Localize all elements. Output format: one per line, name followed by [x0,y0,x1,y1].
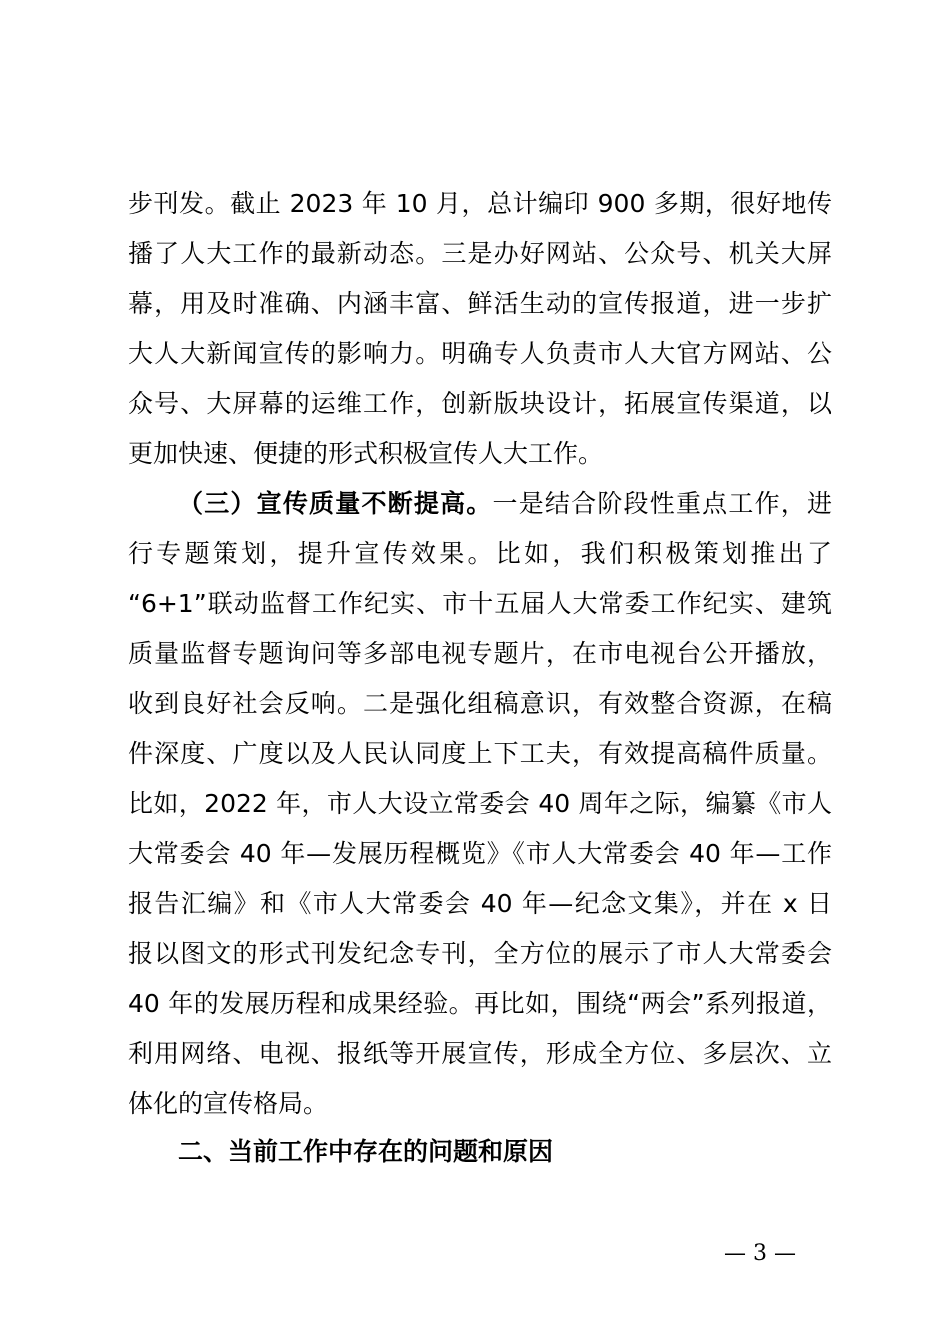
paragraph-line: 更加快速、便捷的形式积极宣传人大工作。 [128,439,604,468]
paragraph-line: 比如，2022 年，市人大设立常委会 40 周年之际，编纂《市人 [128,789,832,818]
paragraph-line: 众号、大屏幕的运维工作，创新版块设计，拓展宣传渠道，以 [128,389,832,418]
paragraph-line: 大人大新闻宣传的影响力。明确专人负责市人大官方网站、公 [128,339,832,368]
section-three-first-line [178,484,832,524]
paragraph-line: 收到良好社会反响。二是强化组稿意识，有效整合资源，在稿 [128,689,832,718]
paragraph-line: 件深度、广度以及人民认同度上下工夫，有效提高稿件质量。 [128,739,832,768]
paragraph-line: 报以图文的形式刊发纪念专刊，全方位的展示了市人大常委会 [128,939,832,968]
section-two-heading: 二、当前工作中存在的问题和原因 [178,1137,554,1166]
paragraph-line: 大常委会 40 年—发展历程概览》《市人大常委会 40 年—工作 [128,839,832,868]
paragraph-line: 行专题策划，提升宣传效果。比如，我们积极策划推出了 [128,539,832,568]
paragraph-line: 40 年的发展历程和成果经验。再比如，围绕“两会”系列报道， [128,989,832,1018]
paragraph-line: 幕，用及时准确、内涵丰富、鲜活生动的宣传报道，进一步扩 [128,289,832,318]
section-three-heading: （三）宣传质量不断提高。 [178,489,493,518]
paragraph-line: 利用网络、电视、报纸等开展宣传，形成全方位、多层次、立 [128,1039,832,1068]
paragraph-line: 体化的宣传格局。 [128,1089,329,1118]
paragraph-line: 播了人大工作的最新动态。三是办好网站、公众号、机关大屏 [128,239,832,268]
paragraph-line: “6+1”联动监督工作纪实、市十五届人大常委工作纪实、建筑 [128,589,832,618]
paragraph-line: 步刊发。截止 2023 年 10 月，总计编印 900 多期，很好地传 [128,189,832,218]
page-number: — 3 — [724,1241,796,1266]
section-three-first-line-text: 一是结合阶段性重点工作，进 [492,489,832,518]
paragraph-line: 报告汇编》和《市人大常委会 40 年—纪念文集》，并在 x 日 [128,889,832,918]
paragraph-line: 质量监督专题询问等多部电视专题片，在市电视台公开播放， [128,639,832,668]
